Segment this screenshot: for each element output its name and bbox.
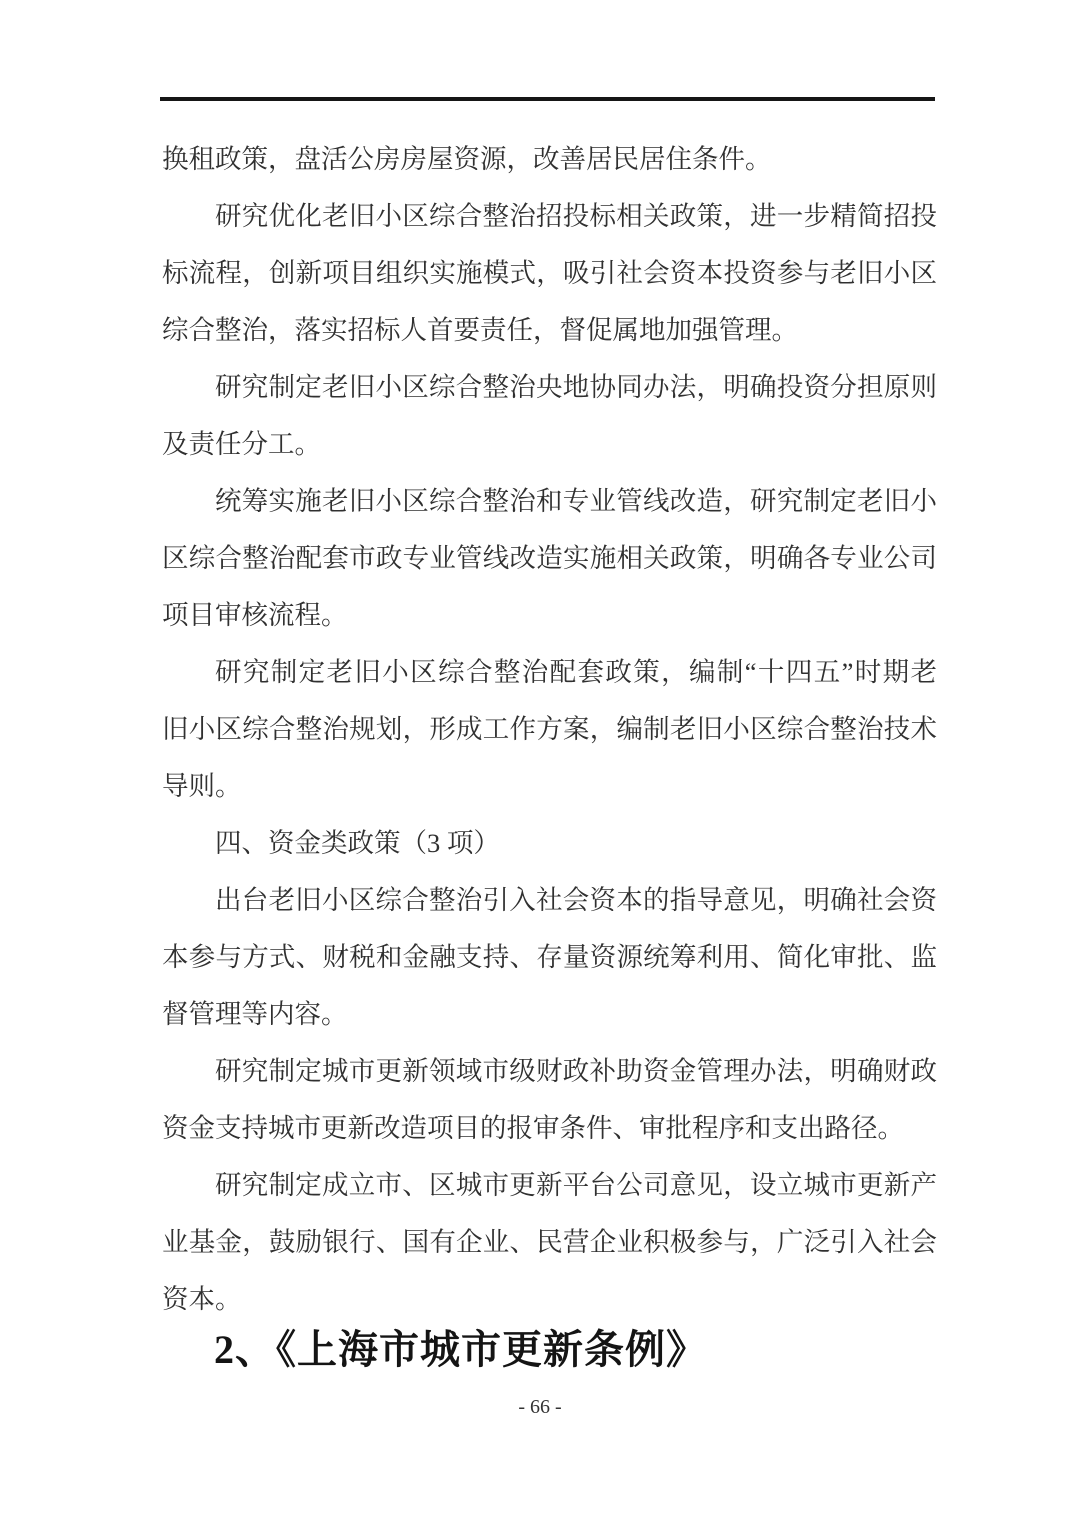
- body-line: 研究制定城市更新领域市级财政补助资金管理办法，明确财政: [215, 1056, 937, 1086]
- body-line: 研究制定成立市、区城市更新平台公司意见，设立城市更新产: [215, 1170, 937, 1200]
- paragraph: [162, 872, 937, 1043]
- body-line: 标流程，创新项目组织实施模式，吸引社会资本投资参与老旧小区: [162, 258, 937, 288]
- body-line: 换租政策，盘活公房房屋资源，改善居民居住条件。: [162, 144, 772, 174]
- body-line: 资本。: [162, 1284, 242, 1314]
- body-line: 本参与方式、财税和金融支持、存量资源统筹利用、简化审批、监: [162, 942, 937, 972]
- body-line: 区综合整治配套市政专业管线改造实施相关政策，明确各专业公司: [162, 543, 937, 573]
- paragraph: [162, 473, 937, 644]
- body-line: 研究制定老旧小区综合整治央地协同办法，明确投资分担原则: [215, 372, 937, 402]
- body-line: 业基金，鼓励银行、国有企业、民营企业积极参与，广泛引入社会: [162, 1227, 937, 1257]
- paragraph: [162, 644, 937, 815]
- paragraph: [162, 188, 937, 359]
- paragraph: [162, 815, 937, 872]
- header-rule: [160, 97, 935, 101]
- body-line: 出台老旧小区综合整治引入社会资本的指导意见，明确社会资: [215, 885, 937, 915]
- body-line: 导则。: [162, 771, 242, 801]
- body-line: 研究制定老旧小区综合整治配套政策，编制“十四五”时期老: [215, 657, 937, 687]
- body-line: 研究优化老旧小区综合整治招投标相关政策，进一步精简招投: [215, 201, 937, 231]
- section-heading: 2、《上海市城市更新条例》: [214, 1327, 707, 1372]
- page-number: - 66 -: [518, 1396, 562, 1418]
- paragraph: [162, 1157, 937, 1328]
- body-line: 项目审核流程。: [162, 600, 348, 630]
- body-line: 及责任分工。: [162, 429, 321, 459]
- body-line: 统筹实施老旧小区综合整治和专业管线改造，研究制定老旧小: [215, 486, 937, 516]
- paragraph: [162, 359, 937, 473]
- body-line: 综合整治，落实招标人首要责任，督促属地加强管理。: [162, 315, 798, 345]
- body-line: 督管理等内容。: [162, 999, 348, 1029]
- body-line: 四、资金类政策（3 项）: [215, 828, 500, 858]
- body-line: 资金支持城市更新改造项目的报审条件、审批程序和支出路径。: [162, 1113, 904, 1143]
- document-body: [162, 131, 937, 1328]
- paragraph: [162, 1043, 937, 1157]
- body-line: 旧小区综合整治规划，形成工作方案，编制老旧小区综合整治技术: [162, 714, 937, 744]
- paragraph: [162, 131, 937, 188]
